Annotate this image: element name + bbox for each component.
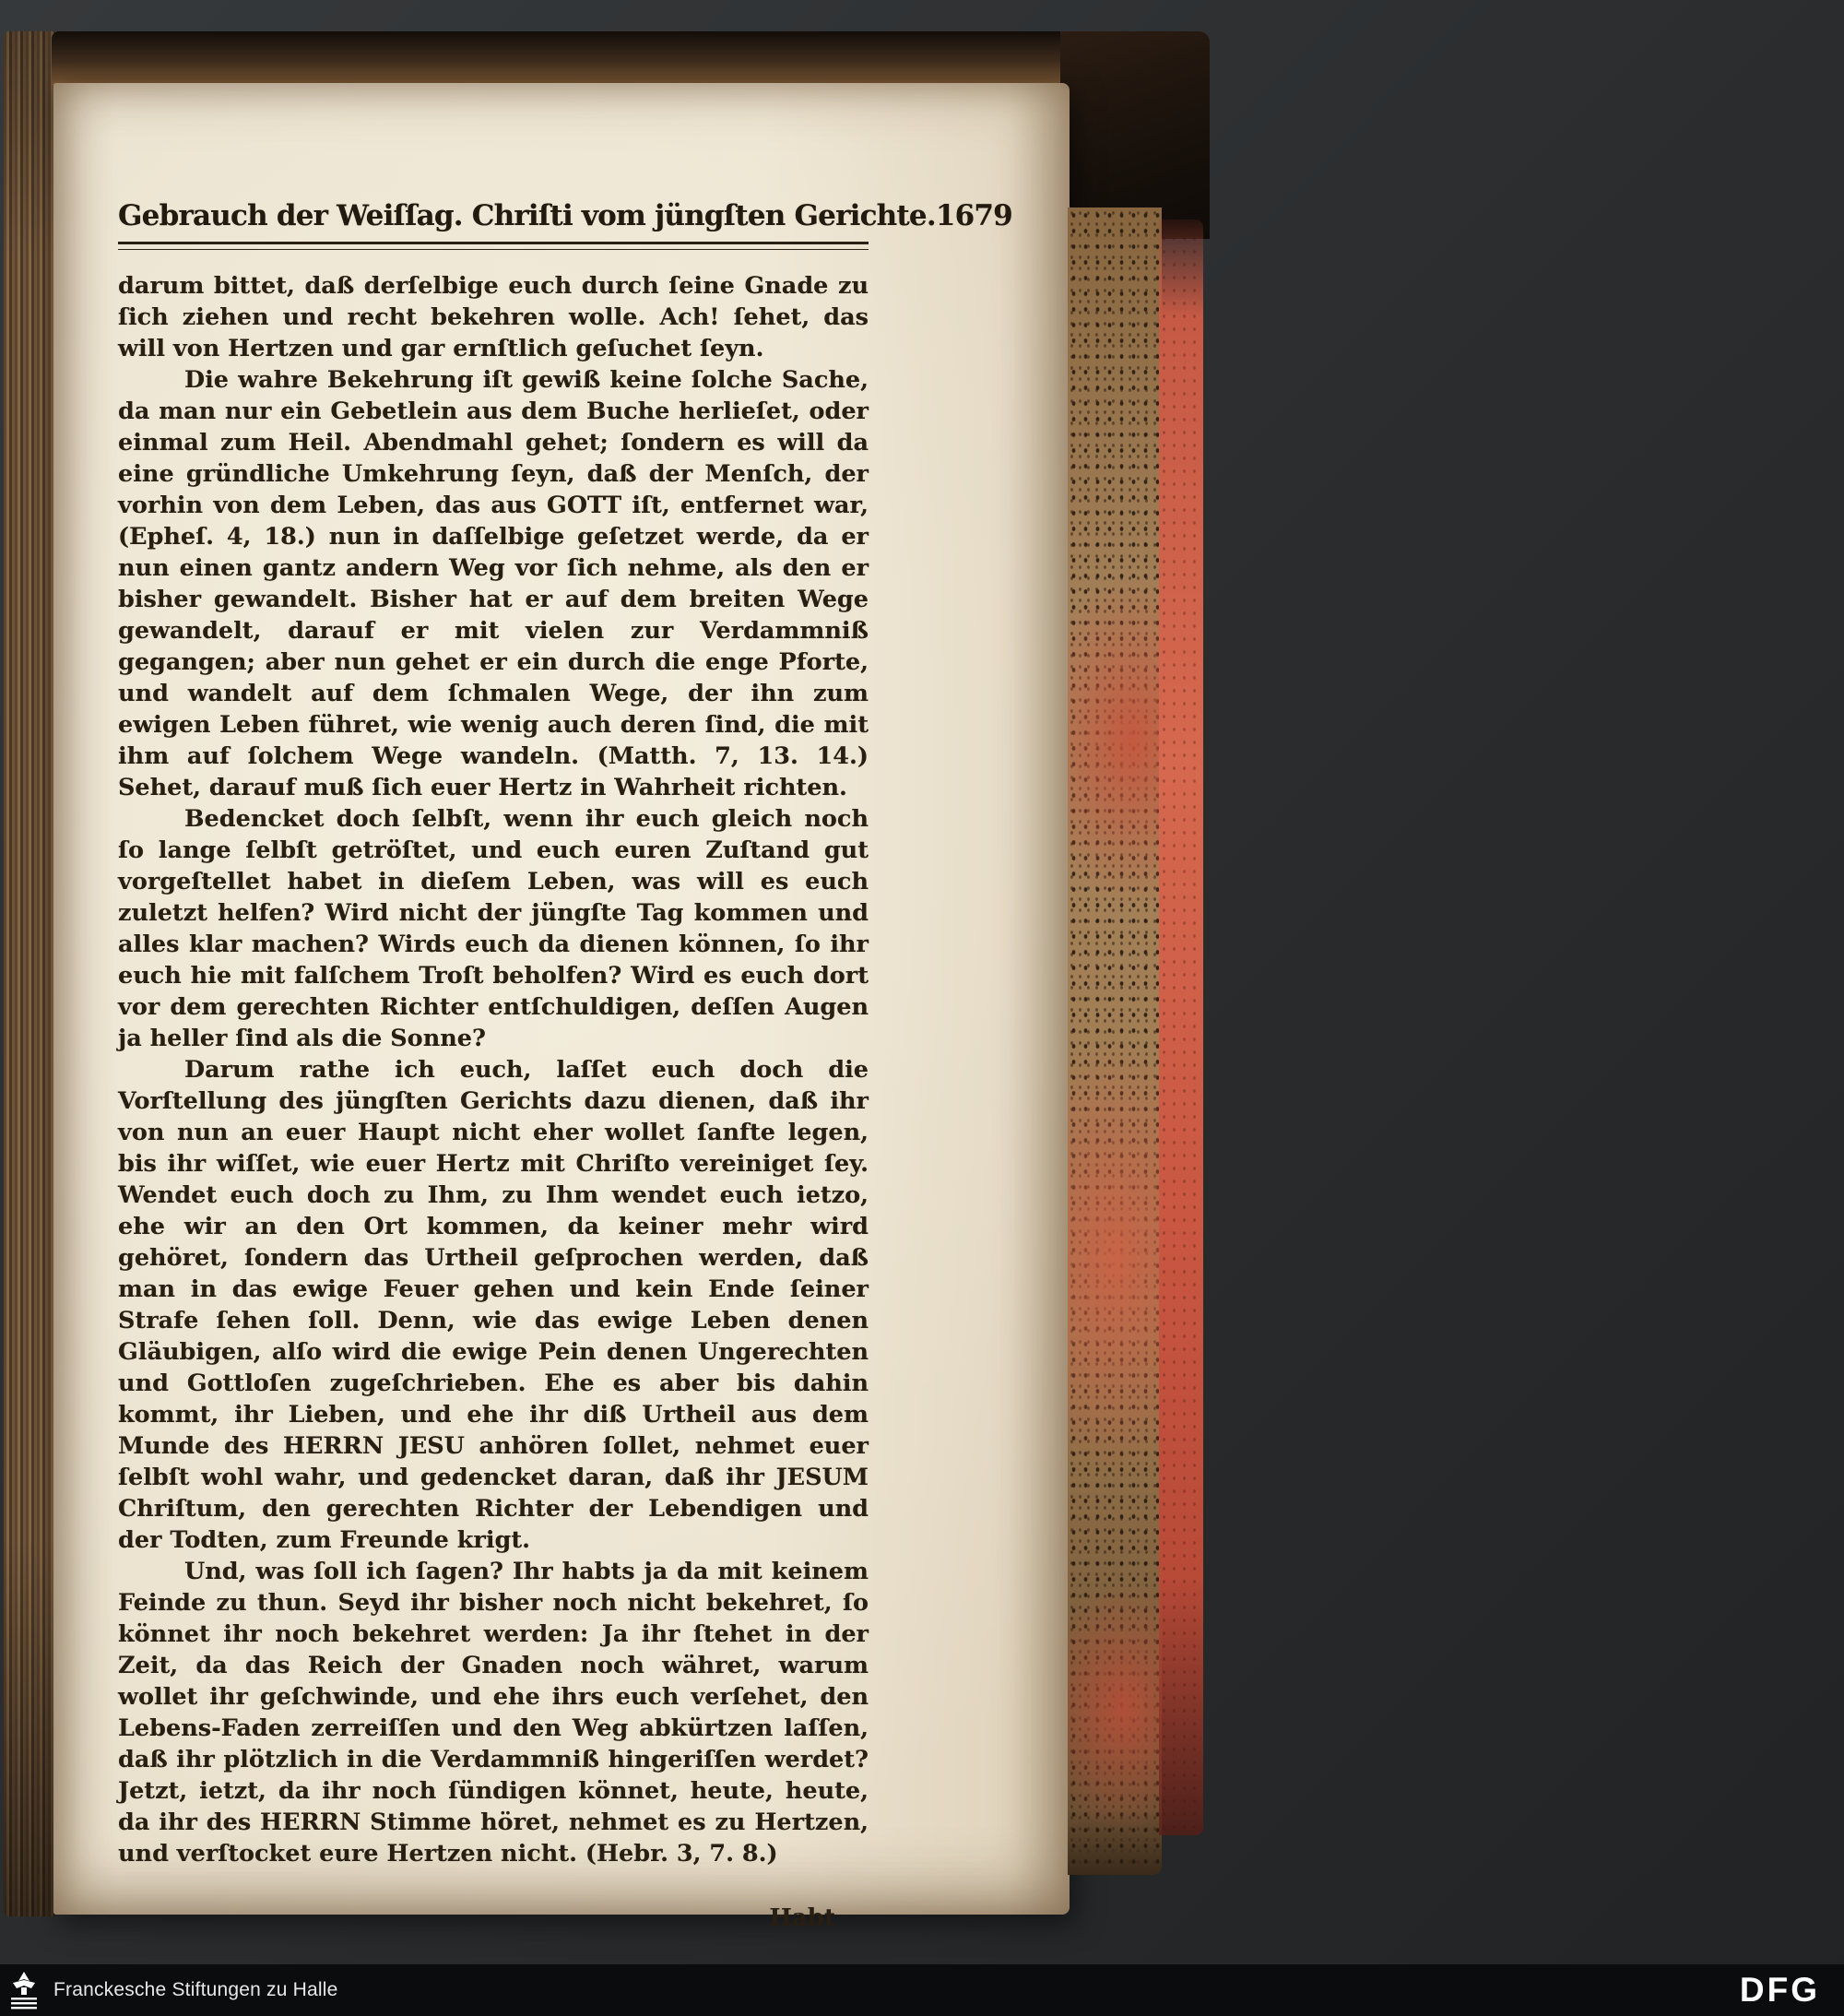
- header-rule: [118, 242, 869, 250]
- paragraph: darum bittet, daß derſelbige euch durch ſeine Gnade zu ſich ziehen und recht bekehren wolle. Ach! ſehet, das will von Hertzen und gar ernſtlich geſuchet ſeyn.: [118, 272, 869, 362]
- paragraph: Die wahre Bekehrung iſt gewiß keine ſolche Sache, da man nur ein Gebetlein aus dem Buche herlieſet, oder einmal zum Heil. Abendmahl gehet; ſondern es will da eine gründliche Umkehrung ſeyn, daß der Menſch, der vorhin von dem Leben, das aus GOTT iſt, entfernet war, (Epheſ. 4, 18.) nun in daſſelbige geſetzet werde, da er nun einen gantz andern Weg vor ſich nehme, als den er bisher gewandelt. Bisher hat er auf dem breiten Wege gewandelt, darauf er mit vielen zur Verdammniß gegangen; aber nun gehet er ein durch die enge Pforte, und wandelt auf dem ſchmalen Wege, der ihn zum ewigen Leben führet, wie wenig auch deren ſind, die mit ihm auf ſolchem Wege wandeln. (Matth. 7, 13. 14.) Sehet, darauf muß ſich euer Hertz in Wahrheit richten.: [118, 366, 869, 801]
- dfg-logo: DFG: [1739, 1971, 1820, 2009]
- red-painted-edge: [1159, 219, 1203, 1835]
- book-page: [53, 83, 1070, 1932]
- paragraph: Bedencket doch ſelbſt, wenn ihr euch gleich noch ſo lange ſelbſt getröſtet, und euch euren Zuſtand gut vorgeſtellet habet in dieſem Leben, was will es euch zuletzt helfen? Wird nicht der jüngſte Tag kommen und alles klar machen? Wirds euch da dienen können, ſo ihr euch hie mit falſchem Troſt beholfen? Wird es euch dort vor dem gerechten Richter entſchuldigen, deſſen Augen ja heller ſind als die Sonne?: [118, 805, 869, 1052]
- page-title: Gebrauch der Weiſſag. Chriſti vom jüngſten Gerichte.: [118, 199, 936, 232]
- running-header: [118, 199, 1012, 232]
- left-page-edges: [4, 31, 55, 1916]
- paragraph: Und, was ſoll ich ſagen? Ihr habts ja da mit keinem Feinde zu thun. Seyd ihr bisher noch nicht bekehret, ſo könnet ihr noch bekehret werden: Ja ihr ſtehet in der Zeit, da das Reich der Gnaden noch währet, warum wollet ihr geſchwinde, und ehe ihrs euch verſehet, den Lebens-Faden zerreiſſen und den Weg abkürtzen laſſen, daß ihr plötzlich in die Verdammniß hingeriſſen werdet? Jetzt, ietzt, da ihr noch ſündigen könnet, heute, heute, da ihr des HERRN Stimme höret, nehmet es zu Hertzen, und verſtocket eure Hertzen nicht. (Hebr. 3, 7. 8.): [118, 1558, 869, 1868]
- paragraph: Darum rathe ich euch, laſſet euch doch die Vorſtellung des jüngſten Gerichts dazu dienen, daß ihr von nun an euer Haupt nicht eher wollet ſanfte legen, bis ihr wiſſet, wie euer Hertz mit Chriſto vereiniget ſey. Wendet euch doch zu Ihm, zu Ihm wendet euch ietzo, ehe wir an den Ort kommen, da keiner mehr wird gehöret, ſondern das Urtheil geſprochen werden, daß man in das ewige Feuer gehen und kein Ende ſeiner Strafe ſehen ſoll. Denn, wie das ewige Leben denen Gläubigen, alſo wird die ewige Pein denen Ungerechten und Gottloſen zugeſchrieben. Ehe es aber bis dahin kommt, ihr Lieben, und ehe ihr diß Urtheil aus dem Munde des HERRN JESU anhören ſollet, nehmet euer ſelbſt wohl wahr, und gedencket daran, daß ihr JESUM Chriſtum, den gerechten Richter der Lebendigen und der Todten, zum Freunde krigt.: [118, 1056, 869, 1554]
- body-text: [118, 270, 869, 1869]
- catchword: Habt: [769, 1904, 835, 1932]
- institution-label: Franckesche Stiftungen zu Halle: [53, 1979, 338, 2000]
- printed-area: [118, 199, 1012, 1932]
- viewer-footer-bar: [0, 1964, 1844, 2016]
- book-head-edge: [52, 31, 1204, 85]
- book-fore-edge: [1068, 208, 1162, 1875]
- franckesche-stiftungen-logo: [7, 1970, 41, 2010]
- page-number: 1679: [935, 199, 1012, 232]
